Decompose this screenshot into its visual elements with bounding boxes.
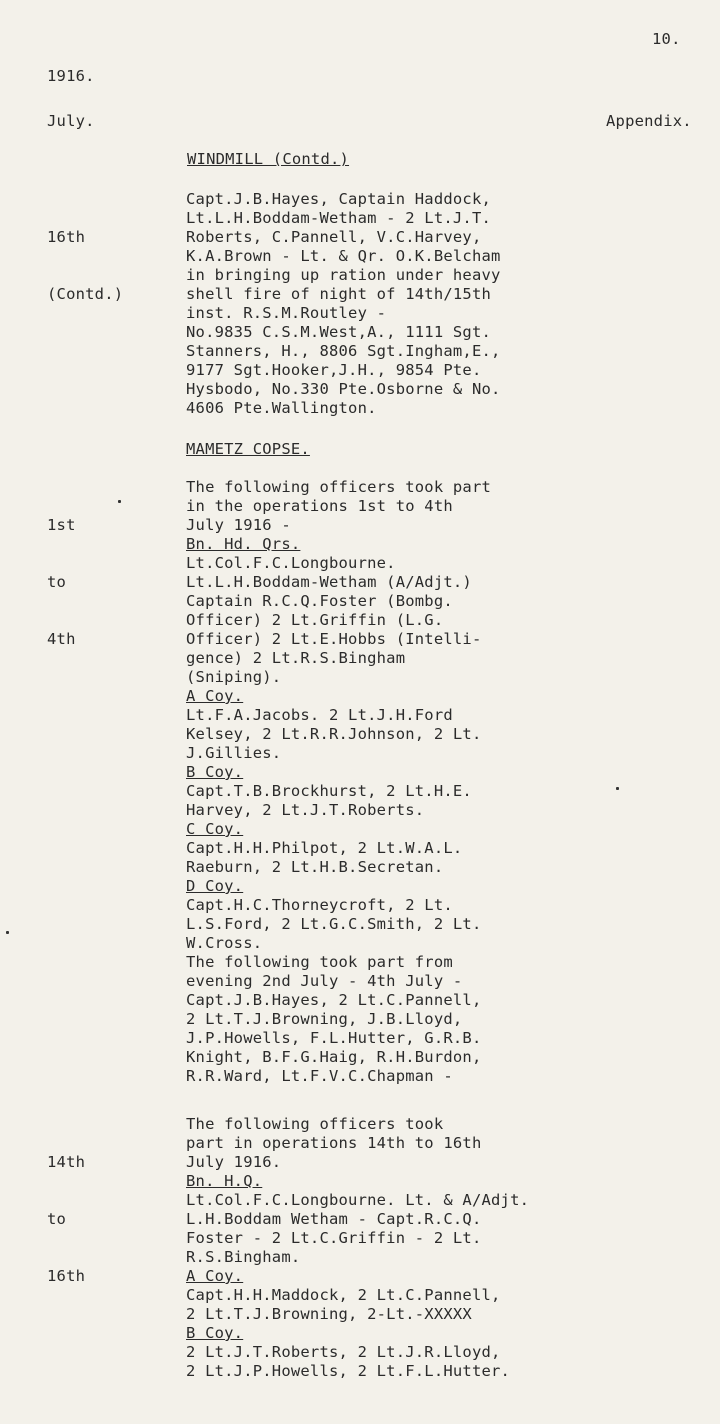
text-line: 2 Lt.T.J.Browning, J.B.Lloyd,	[186, 1010, 463, 1028]
text-line: Stanners, H., 8806 Sgt.Ingham,E.,	[186, 342, 501, 360]
page-number: 10.	[652, 30, 681, 48]
text-line: evening 2nd July - 4th July -	[186, 972, 463, 990]
text-line: Lt.Col.F.C.Longbourne. Lt. & A/Adjt.	[186, 1191, 530, 1209]
text-line: L.H.Boddam Wetham - Capt.R.C.Q.	[186, 1210, 482, 1228]
text-line: Officer) 2 Lt.Griffin (L.G.	[186, 611, 444, 629]
section-heading-windmill: WINDMILL (Contd.)	[187, 150, 350, 168]
text-line: W.Cross.	[186, 934, 263, 952]
text-line: Knight, B.F.G.Haig, R.H.Burdon,	[186, 1048, 482, 1066]
text-line: Lt.Col.F.C.Longbourne.	[186, 554, 396, 572]
subheading-line: C Coy.	[186, 820, 244, 838]
subheading-line: B Coy.	[186, 1324, 244, 1342]
entry-date-14th-to-16th	[47, 1115, 85, 1305]
text-line: L.S.Ford, 2 Lt.G.C.Smith, 2 Lt.	[186, 915, 482, 933]
subheading-line: A Coy.	[186, 1267, 244, 1285]
text-line: 2 Lt.J.T.Roberts, 2 Lt.J.R.Lloyd,	[186, 1343, 501, 1361]
date-line: (Contd.)	[47, 285, 124, 303]
subheading-line: Bn. H.Q.	[186, 1172, 263, 1190]
date-line: 16th	[47, 228, 86, 246]
text-line: 2 Lt.T.J.Browning, 2-Lt.-XXXXX	[186, 1305, 472, 1323]
text-line: No.9835 C.S.M.West,A., 1111 Sgt.	[186, 323, 492, 341]
text-line: Lt.L.H.Boddam-Wetham (A/Adjt.)	[186, 573, 472, 591]
text-line: Hysbodo, No.330 Pte.Osborne & No.	[186, 380, 501, 398]
date-line: to	[47, 573, 67, 591]
date-line: to	[47, 1210, 67, 1228]
text-line: Foster - 2 Lt.C.Griffin - 2 Lt.	[186, 1229, 482, 1247]
entry-text-mametz-14th-to-16th	[186, 1115, 529, 1381]
text-line: in bringing up ration under heavy	[186, 266, 501, 284]
text-line: July 1916 -	[186, 516, 291, 534]
text-line: The following officers took	[186, 1115, 444, 1133]
paper-speck	[118, 500, 121, 503]
text-line: K.A.Brown - Lt. & Qr. O.K.Belcham	[186, 247, 501, 265]
text-line: R.S.Bingham.	[186, 1248, 301, 1266]
text-line: Capt.J.B.Hayes, 2 Lt.C.Pannell,	[186, 991, 482, 1009]
date-line: 1st	[47, 516, 76, 534]
text-line: Kelsey, 2 Lt.R.R.Johnson, 2 Lt.	[186, 725, 482, 743]
paper-speck	[6, 931, 9, 934]
subheading-line: D Coy.	[186, 877, 244, 895]
text-line: in the operations 1st to 4th	[186, 497, 453, 515]
appendix-label: Appendix.	[606, 112, 692, 130]
date-line: 14th	[47, 1153, 86, 1171]
text-line: The following officers took part	[186, 478, 492, 496]
date-line: 16th	[47, 1267, 86, 1285]
entry-text-mametz-1st-to-4th	[186, 478, 491, 1086]
text-line: 4606 Pte.Wallington.	[186, 399, 377, 417]
text-line: Capt.H.H.Philpot, 2 Lt.W.A.L.	[186, 839, 463, 857]
text-line: The following took part from	[186, 953, 453, 971]
year-heading: 1916.	[47, 67, 95, 85]
subheading-line: B Coy.	[186, 763, 244, 781]
section-heading-mametz-copse: MAMETZ COPSE.	[186, 440, 310, 458]
text-line: Lt.F.A.Jacobs. 2 Lt.J.H.Ford	[186, 706, 453, 724]
date-line: 4th	[47, 630, 76, 648]
text-line: shell fire of night of 14th/15th	[186, 285, 492, 303]
text-line: Capt.T.B.Brockhurst, 2 Lt.H.E.	[186, 782, 472, 800]
text-line: Officer) 2 Lt.E.Hobbs (Intelli-	[186, 630, 482, 648]
text-line: J.Gillies.	[186, 744, 282, 762]
subheading-line: A Coy.	[186, 687, 244, 705]
subheading-line: Bn. Hd. Qrs.	[186, 535, 301, 553]
text-line: inst. R.S.M.Routley -	[186, 304, 387, 322]
entry-text-windmill-16th	[186, 190, 501, 418]
text-line: Capt.J.B.Hayes, Captain Haddock,	[186, 190, 492, 208]
text-line: Raeburn, 2 Lt.H.B.Secretan.	[186, 858, 444, 876]
entry-date-1st-to-4th	[47, 478, 76, 668]
text-line: 2 Lt.J.P.Howells, 2 Lt.F.L.Hutter.	[186, 1362, 511, 1380]
text-line: gence) 2 Lt.R.S.Bingham	[186, 649, 406, 667]
text-line: Captain R.C.Q.Foster (Bombg.	[186, 592, 453, 610]
text-line: July 1916.	[186, 1153, 282, 1171]
text-line: part in operations 14th to 16th	[186, 1134, 482, 1152]
text-line: Harvey, 2 Lt.J.T.Roberts.	[186, 801, 425, 819]
month-heading: July.	[47, 112, 95, 130]
text-line: R.R.Ward, Lt.F.V.C.Chapman -	[186, 1067, 453, 1085]
text-line: J.P.Howells, F.L.Hutter, G.R.B.	[186, 1029, 482, 1047]
text-line: (Sniping).	[186, 668, 282, 686]
text-line: Lt.L.H.Boddam-Wetham - 2 Lt.J.T.	[186, 209, 492, 227]
paper-speck	[616, 787, 619, 790]
text-line: Capt.H.H.Maddock, 2 Lt.C.Pannell,	[186, 1286, 501, 1304]
text-line: Capt.H.C.Thorneycroft, 2 Lt.	[186, 896, 453, 914]
entry-date-16th-contd	[47, 190, 123, 323]
text-line: 9177 Sgt.Hooker,J.H., 9854 Pte.	[186, 361, 482, 379]
text-line: Roberts, C.Pannell, V.C.Harvey,	[186, 228, 482, 246]
